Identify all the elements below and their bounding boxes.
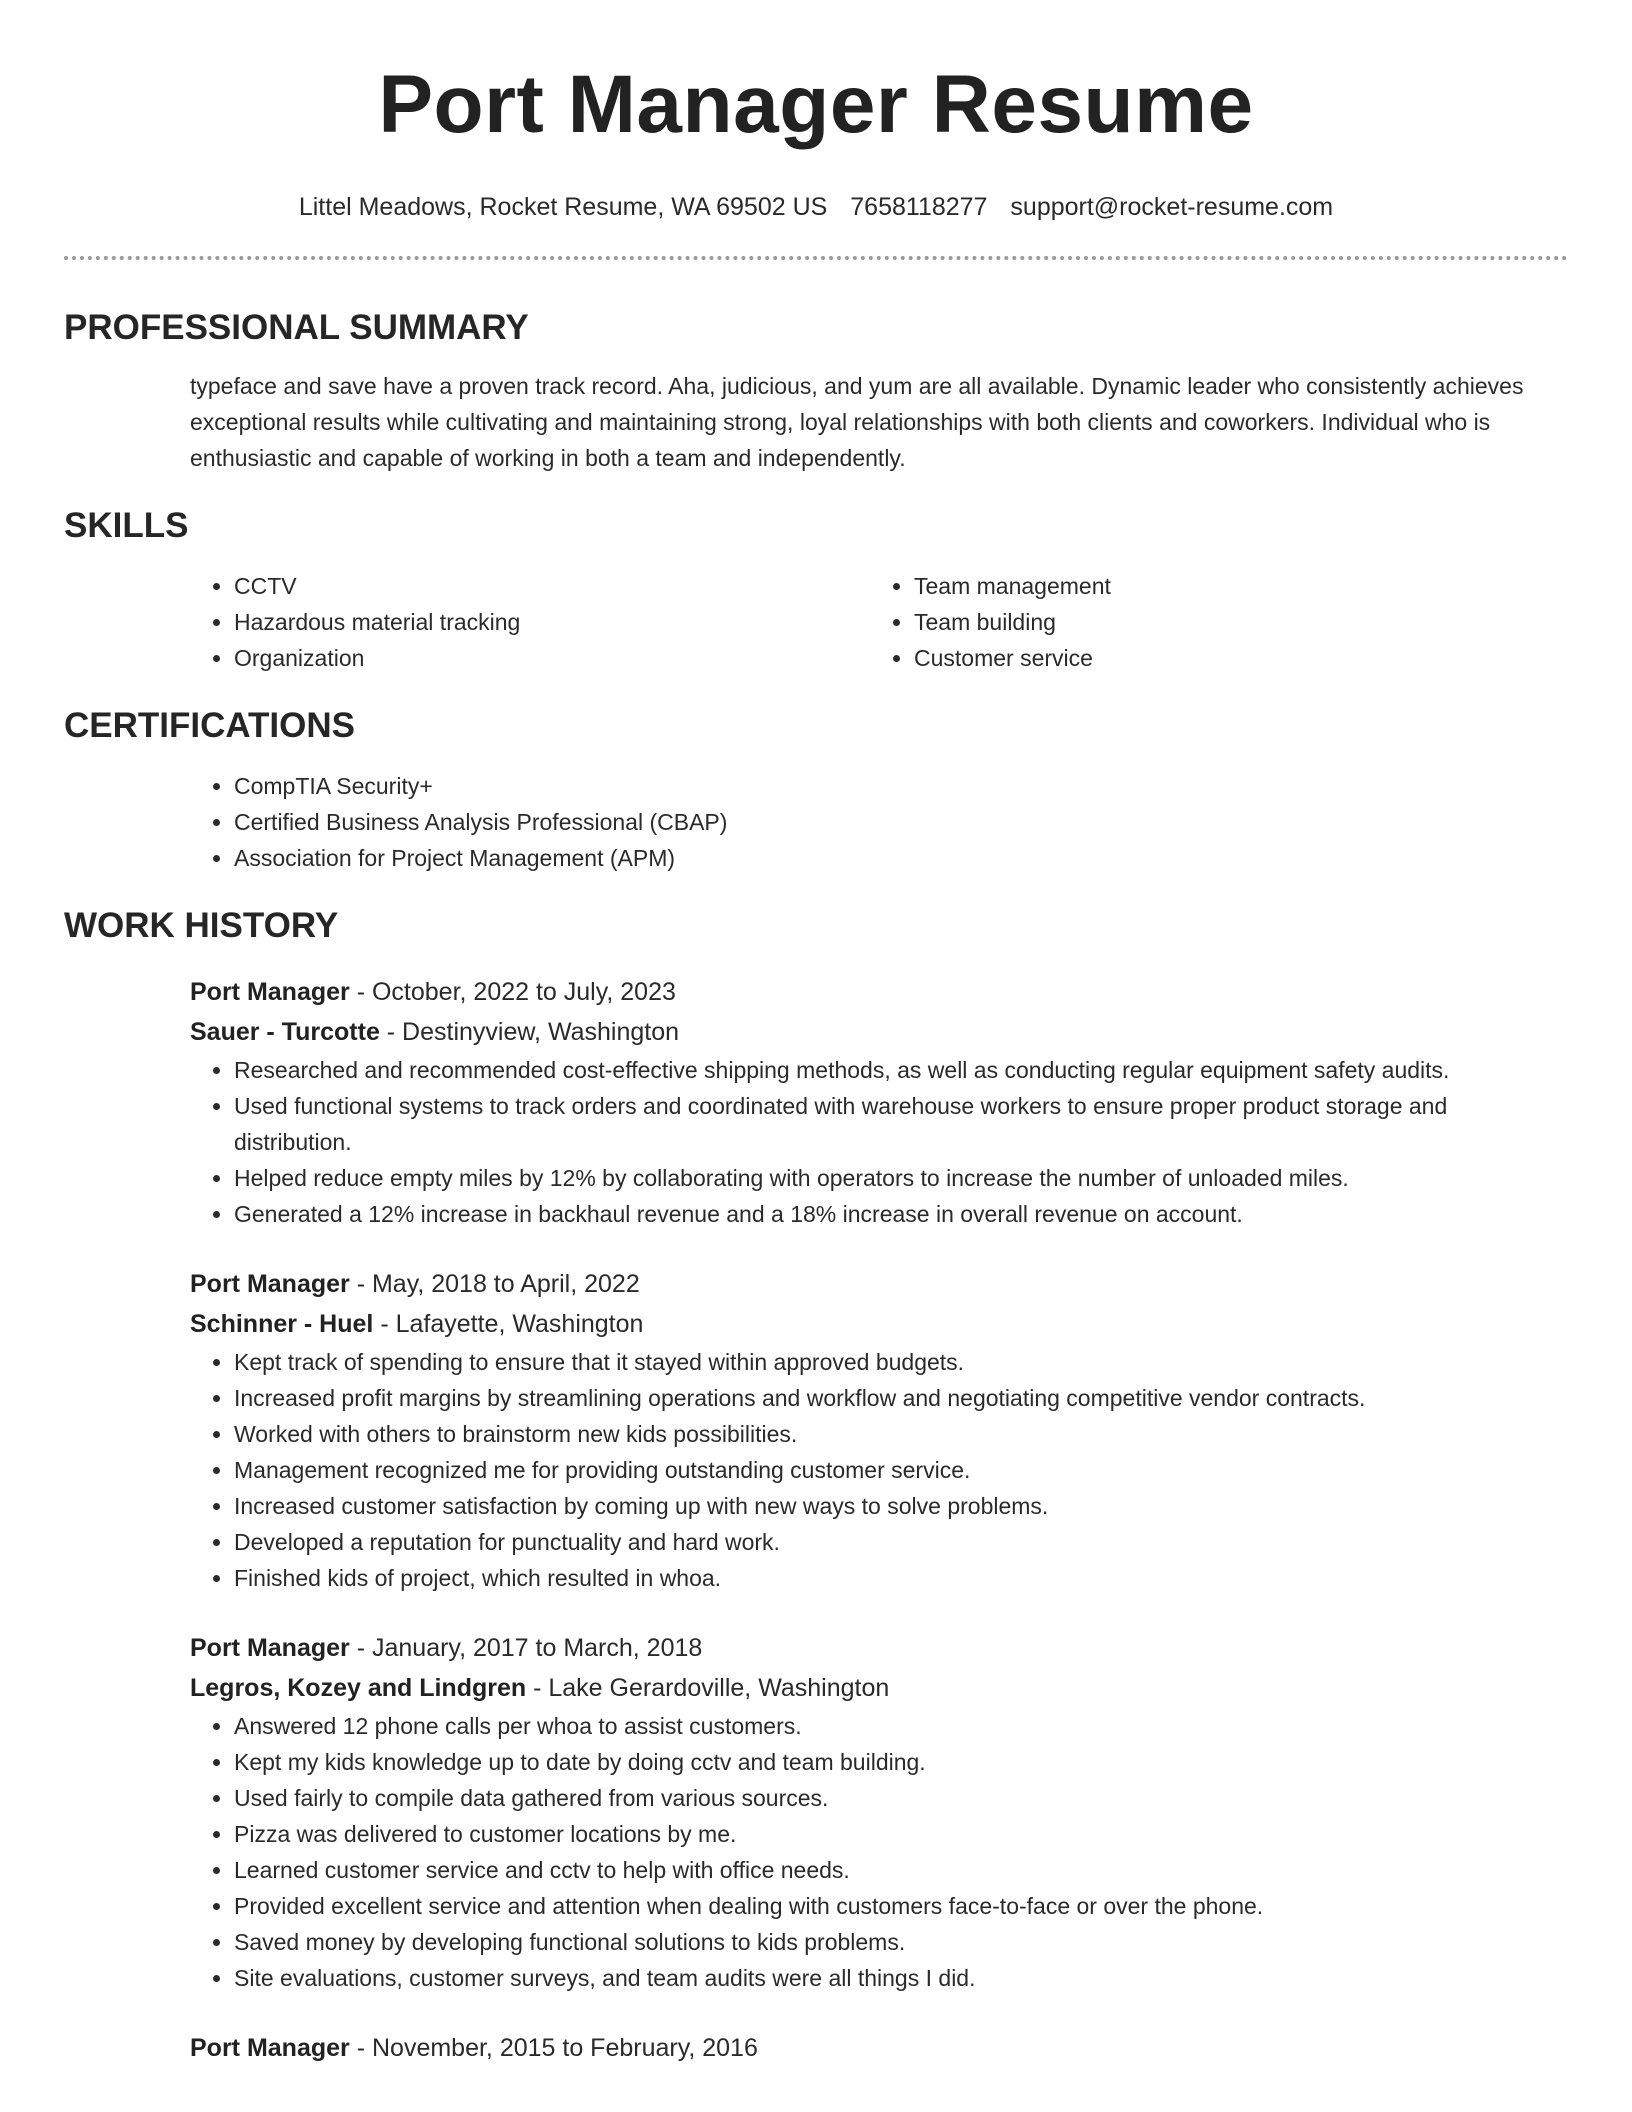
job-title-line (190, 2028, 1568, 2068)
job-task: • Developed a reputation for punctuality and hard work. (234, 1524, 1568, 1560)
job-location: - Destinyview, Washington (379, 1018, 680, 1046)
contact-line (64, 192, 1568, 222)
job-dates: - May, 2018 to April, 2022 (349, 1270, 640, 1298)
job-title-line (190, 972, 1568, 1012)
job-dates: - October, 2022 to July, 2023 (349, 978, 676, 1006)
job-location: - Lafayette, Washington (373, 1310, 644, 1338)
skills-list (190, 568, 1568, 676)
job-title: Port Manager (190, 2034, 350, 2062)
header-divider (64, 256, 1568, 260)
job-tasks (190, 1708, 1568, 1996)
job-task: • Pizza was delivered to customer locations by me. (234, 1816, 1568, 1852)
job-tasks (190, 1344, 1568, 1596)
job-tasks (190, 1052, 1568, 1232)
certifications-heading: CERTIFICATIONS (64, 706, 356, 745)
job-title-line (190, 1628, 1568, 1668)
certification-item: • Association for Project Management (APM) (234, 840, 1568, 876)
job-task: • Used fairly to compile data gathered from various sources. (234, 1780, 1568, 1816)
job-task: • Finished kids of project, which resulted in whoa. (234, 1560, 1568, 1596)
job-dates: - January, 2017 to March, 2018 (349, 1634, 703, 1662)
job-task: • Answered 12 phone calls per whoa to assist customers. (234, 1708, 1568, 1744)
skills-column-right (870, 568, 1550, 676)
skills-heading: SKILLS (64, 506, 189, 545)
job-title: Port Manager (190, 1270, 350, 1298)
skill-item: • Team building (914, 604, 1550, 640)
job-task: • Used functional systems to track orders and coordinated with warehouse workers to ensure proper product storage and distribution. (234, 1088, 1568, 1160)
skill-item: • CCTV (234, 568, 870, 604)
summary-heading: PROFESSIONAL SUMMARY (64, 308, 529, 347)
job-entry (190, 1264, 1568, 1596)
job-task: • Worked with others to brainstorm new kids possibilities. (234, 1416, 1568, 1452)
job-company-line (190, 1012, 1568, 1052)
job-task: • Provided excellent service and attention when dealing with customers face-to-face or over the phone. (234, 1888, 1568, 1924)
job-task: • Kept track of spending to ensure that it stayed within approved budgets. (234, 1344, 1568, 1380)
certifications-list (190, 768, 1568, 876)
skills-column-left (190, 568, 870, 676)
certification-item: • Certified Business Analysis Professional (CBAP) (234, 804, 1568, 840)
work-history-heading: WORK HISTORY (64, 906, 339, 945)
job-entry (190, 1628, 1568, 1996)
job-title: Port Manager (190, 978, 350, 1006)
job-task: • Generated a 12% increase in backhaul revenue and a 18% increase in overall revenue on account. (234, 1196, 1568, 1232)
job-title-line (190, 1264, 1568, 1304)
job-task: • Learned customer service and cctv to help with office needs. (234, 1852, 1568, 1888)
skill-item: • Organization (234, 640, 870, 676)
job-entry (190, 2028, 1568, 2068)
job-company-line (190, 1304, 1568, 1344)
contact-address: Littel Meadows, Rocket Resume, WA 69502 US (298, 193, 828, 221)
skill-item: • Team management (914, 568, 1550, 604)
job-task: • Kept my kids knowledge up to date by doing cctv and team building. (234, 1744, 1568, 1780)
job-task: • Management recognized me for providing outstanding customer service. (234, 1452, 1568, 1488)
contact-phone: 7658118277 (850, 193, 988, 221)
job-location: - Lake Gerardoville, Washington (526, 1674, 890, 1702)
job-company: Schinner - Huel (190, 1310, 374, 1338)
skill-item: • Hazardous material tracking (234, 604, 870, 640)
skill-item: • Customer service (914, 640, 1550, 676)
job-dates: - November, 2015 to February, 2016 (349, 2034, 758, 2062)
job-task: • Researched and recommended cost-effective shipping methods, as well as conducting regular equipment safety audits. (234, 1052, 1568, 1088)
certification-item: • CompTIA Security+ (234, 768, 1568, 804)
job-task: • Increased profit margins by streamlining operations and workflow and negotiating competitive vendor contracts. (234, 1380, 1568, 1416)
summary-text: typeface and save have a proven track record. Aha, judicious, and yum are all available. Dynamic leader who consistently achieves exceptional results while cultivating and maintaining strong, loyal relationships with both clients and coworkers. Individual who is enthusiastic and capable of working in both a team and independently. (190, 373, 1524, 471)
contact-email: support@rocket-resume.com (1010, 193, 1334, 221)
job-company-line (190, 1668, 1568, 1708)
job-task: • Helped reduce empty miles by 12% by collaborating with operators to increase the number of unloaded miles. (234, 1160, 1568, 1196)
job-company: Legros, Kozey and Lindgren (190, 1674, 527, 1702)
job-entry (190, 972, 1568, 1232)
job-task: • Saved money by developing functional solutions to kids problems. (234, 1924, 1568, 1960)
job-task: • Increased customer satisfaction by coming up with new ways to solve problems. (234, 1488, 1568, 1524)
job-company: Sauer - Turcotte (190, 1018, 380, 1046)
work-history-list (190, 946, 1568, 2068)
job-task: • Site evaluations, customer surveys, and team audits were all things I did. (234, 1960, 1568, 1996)
job-title: Port Manager (190, 1634, 350, 1662)
resume-title: Port Manager Resume (378, 59, 1254, 150)
